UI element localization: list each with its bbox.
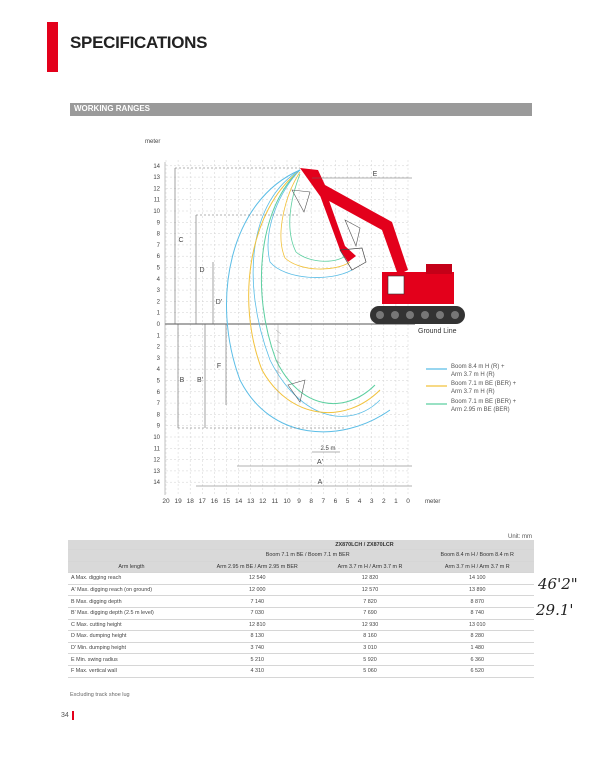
y-tick-label: 7 xyxy=(156,242,160,249)
y-tick-label: 7 xyxy=(156,401,160,408)
working-ranges-table xyxy=(68,540,534,678)
x-tick-label: 20 xyxy=(162,498,170,505)
dim-label-c: C xyxy=(178,237,184,244)
x-tick-label: 16 xyxy=(210,498,219,505)
handwritten-note-1: 46'2" xyxy=(538,575,578,593)
row-value: 4 310 xyxy=(195,665,320,677)
row-value: 12 930 xyxy=(320,619,421,631)
x-tick-label: 9 xyxy=(297,498,301,505)
table-unit-label: Unit: mm xyxy=(508,534,532,540)
y-tick-label: 3 xyxy=(156,288,160,295)
legend-3-line1: Boom 7.1 m BE (BER) + xyxy=(451,399,517,405)
dim-label-e: E xyxy=(372,171,378,178)
y-tick-label: 10 xyxy=(153,435,160,441)
page-number-accent xyxy=(72,711,74,720)
row-item: F Max. vertical wall xyxy=(68,665,195,677)
x-tick-label: 0 xyxy=(406,498,410,505)
y-tick-label: 14 xyxy=(153,480,160,487)
row-value: 6 520 xyxy=(421,665,534,677)
section-title: WORKING RANGES xyxy=(74,104,150,113)
row-item: B' Max. digging depth (2.5 m level) xyxy=(68,607,195,619)
legend-2-line2: Arm 3.7 m H (R) xyxy=(451,389,495,395)
y-tick-label: 13 xyxy=(153,468,160,475)
arm-header-1: Arm 2.95 m BE / Arm 2.95 m BER xyxy=(195,561,320,573)
dim-label-d: D xyxy=(199,267,205,274)
boom-header-8-4: Boom 8.4 m H / Boom 8.4 m R xyxy=(421,550,534,562)
y-tick-label: 9 xyxy=(156,220,160,227)
row-item: C Max. cutting height xyxy=(68,619,195,631)
row-value: 13 890 xyxy=(421,584,534,596)
row-value: 12 540 xyxy=(195,573,320,585)
x-tick-label: 15 xyxy=(222,498,231,505)
bucket-top-sketch xyxy=(292,190,310,212)
row-value: 7 820 xyxy=(320,596,421,608)
y-tick-label: 2 xyxy=(156,344,160,351)
x-tick-label: 6 xyxy=(333,498,338,505)
table-row xyxy=(68,573,534,585)
table-row xyxy=(68,642,534,654)
legend-2-line1: Boom 7.1 m BE (BER) + xyxy=(451,381,517,387)
table-row xyxy=(68,596,534,608)
legend-1-line1: Boom 8.4 m H (R) + xyxy=(451,364,505,370)
arm-length-label: Arm length xyxy=(68,561,195,573)
cab-window xyxy=(388,276,404,294)
table-row xyxy=(68,654,534,666)
row-item: E Min. swing radius xyxy=(68,654,195,666)
x-tick-label: 8 xyxy=(309,498,314,505)
x-tick-label: 2 xyxy=(381,498,386,505)
x-tick-label: 19 xyxy=(174,498,182,505)
table-footnote: Excluding track shoe lug xyxy=(70,692,130,698)
y-tick-label: 2 xyxy=(156,299,160,306)
row-value: 7 690 xyxy=(320,607,421,619)
table-row xyxy=(68,607,534,619)
row-value: 12 570 xyxy=(320,584,421,596)
boom-header-7-1: Boom 7.1 m BE / Boom 7.1 m BER xyxy=(195,550,421,562)
x-tick-label: 7 xyxy=(321,498,326,505)
row-value: 8 280 xyxy=(421,631,534,643)
ground-line-label: Ground Line xyxy=(418,328,457,335)
row-value: 3 740 xyxy=(195,642,320,654)
x-tick-label: 12 xyxy=(259,498,267,505)
x-tick-label: 18 xyxy=(186,498,194,505)
row-value: 12 000 xyxy=(195,584,320,596)
y-tick-label: 8 xyxy=(156,412,160,419)
y-tick-label: 6 xyxy=(156,254,160,261)
row-value: 3 010 xyxy=(320,642,421,654)
y-tick-label: 0 xyxy=(156,322,160,328)
x-tick-label: 10 xyxy=(283,498,291,505)
row-item: D Max. dumping height xyxy=(68,631,195,643)
x-tick-label: 17 xyxy=(198,498,206,505)
excavator-illustration xyxy=(300,168,465,324)
x-unit-label: meter xyxy=(425,499,441,505)
dim-label-a-prime: A' xyxy=(316,459,324,466)
dim-label-f: F xyxy=(216,363,222,370)
y-tick-label: 4 xyxy=(156,276,160,283)
row-value: 13 010 xyxy=(421,619,534,631)
dim-label-2-5m: 2.5 m xyxy=(320,446,336,452)
row-item: A' Max. digging reach (on ground) xyxy=(68,584,195,596)
y-tick-label: 3 xyxy=(156,355,160,362)
x-tick-label: 14 xyxy=(234,498,243,505)
row-item: B Max. digging depth xyxy=(68,596,195,608)
row-value: 6 360 xyxy=(421,654,534,666)
y-tick-label: 5 xyxy=(156,378,160,385)
row-value: 8 740 xyxy=(421,607,534,619)
row-value: 1 480 xyxy=(421,642,534,654)
row-value: 5 060 xyxy=(320,665,421,677)
row-value: 12 810 xyxy=(195,619,320,631)
row-item: D' Min. dumping height xyxy=(68,642,195,654)
y-tick-label: 13 xyxy=(153,175,160,182)
y-tick-label: 12 xyxy=(153,457,160,464)
y-tick-label: 6 xyxy=(156,389,160,396)
row-value: 8 130 xyxy=(195,631,320,643)
y-tick-label: 4 xyxy=(156,367,160,374)
row-value: 8 870 xyxy=(421,596,534,608)
y-tick-label: 10 xyxy=(153,209,160,215)
y-tick-label: 8 xyxy=(156,231,160,238)
page-title: SPECIFICATIONS xyxy=(70,33,208,52)
x-tick-label: 13 xyxy=(247,498,255,505)
table-row xyxy=(68,665,534,677)
page-number: 34 xyxy=(61,712,69,719)
handwritten-note-2: 29.1' xyxy=(536,601,574,619)
row-value: 8 160 xyxy=(320,631,421,643)
x-tick-label: 1 xyxy=(394,498,398,505)
dim-label-a: A xyxy=(317,479,323,486)
row-value: 14 100 xyxy=(421,573,534,585)
x-tick-label: 4 xyxy=(357,498,362,505)
arm-header-3: Arm 3.7 m H / Arm 3.7 m R xyxy=(421,561,534,573)
row-value: 12 820 xyxy=(320,573,421,585)
y-tick-label: 9 xyxy=(156,423,160,430)
row-value: 5 920 xyxy=(320,654,421,666)
model-header: ZX870LCH / ZX870LCR xyxy=(195,540,534,550)
y-tick-label: 5 xyxy=(156,265,160,272)
x-tick-label: 11 xyxy=(271,498,279,505)
legend-1-line2: Arm 3.7 m H (R) xyxy=(451,372,495,378)
dim-label-b-prime: B' xyxy=(196,377,204,384)
row-value: 7 140 xyxy=(195,596,320,608)
y-tick-label: 11 xyxy=(153,446,160,453)
y-tick-label: 12 xyxy=(153,186,160,193)
y-tick-label: 1 xyxy=(156,310,160,317)
row-value: 5 210 xyxy=(195,654,320,666)
x-tick-label: 3 xyxy=(369,498,374,505)
y-tick-label: 14 xyxy=(153,163,160,170)
y-tick-label: 11 xyxy=(153,197,160,204)
row-value: 7 030 xyxy=(195,607,320,619)
table-row xyxy=(68,584,534,596)
dim-label-d-prime: D' xyxy=(215,299,223,306)
row-item: A Max. digging reach xyxy=(68,573,195,585)
legend-3-line2: Arm 2.95 m BE (BER) xyxy=(451,407,510,413)
dim-label-b: B xyxy=(179,377,185,384)
table-row xyxy=(68,619,534,631)
x-tick-label: 5 xyxy=(345,498,350,505)
y-unit-label: meter xyxy=(145,139,161,145)
arm-header-2: Arm 3.7 m H / Arm 3.7 m R xyxy=(320,561,421,573)
y-tick-label: 1 xyxy=(156,333,160,340)
excavator-track xyxy=(370,306,465,324)
table-row xyxy=(68,631,534,643)
